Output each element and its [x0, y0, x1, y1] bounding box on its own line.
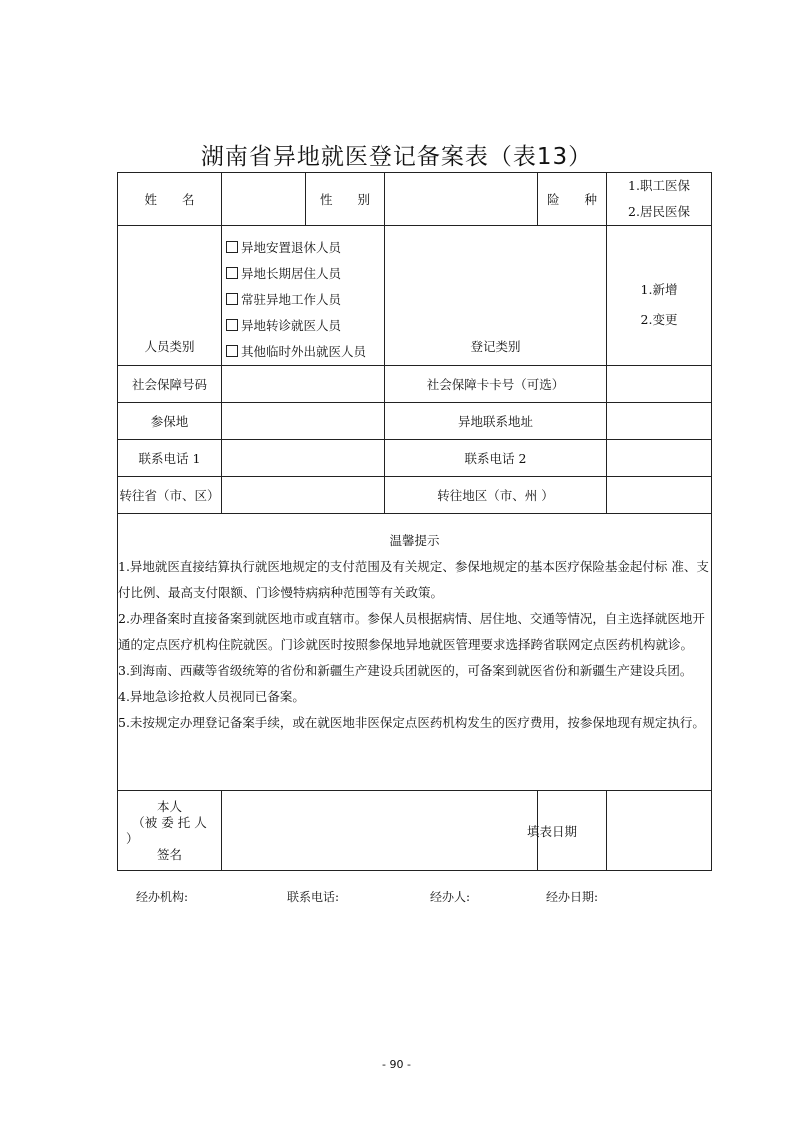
row-transfer [118, 477, 712, 514]
insurance-option-employee[interactable]: 1.职工医保 [628, 178, 690, 193]
name-field[interactable] [222, 173, 306, 226]
row-tips [118, 514, 712, 791]
row-social-security [118, 366, 712, 403]
row-insured-place [118, 403, 712, 440]
insurance-type-label: 险 种 [538, 173, 607, 226]
phone1-field[interactable] [222, 440, 385, 477]
category-option-temporary[interactable]: 其他临时外出就医人员 [222, 339, 384, 365]
phone2-field[interactable] [607, 440, 712, 477]
footer-agency: 经办机构: [136, 890, 189, 904]
register-option-change[interactable]: 2.变更 [640, 311, 678, 327]
transfer-region-label: 转往地区（市、州 ） [385, 477, 607, 514]
gender-label: 性 别 [306, 173, 385, 226]
ssn-label: 社会保障号码 [118, 366, 222, 403]
checkbox-icon[interactable] [226, 293, 238, 305]
insurance-type-options[interactable] [607, 173, 712, 226]
insurance-option-resident[interactable]: 2.居民医保 [628, 204, 690, 219]
fill-date-label: 填表日期 [538, 791, 607, 871]
row-category [118, 226, 712, 366]
ssn-field[interactable] [222, 366, 385, 403]
tip-item: 4.异地急诊抢救人员视同已备案。 [118, 689, 305, 704]
category-option-resident-worker[interactable]: 常驻异地工作人员 [222, 287, 384, 313]
checkbox-icon[interactable] [226, 267, 238, 279]
insured-place-label: 参保地 [118, 403, 222, 440]
footer-phone: 联系电话: [287, 890, 340, 904]
checkbox-icon[interactable] [226, 319, 238, 331]
insured-place-field[interactable] [222, 403, 385, 440]
category-option-long-term[interactable]: 异地长期居住人员 [222, 261, 384, 287]
register-category-options[interactable] [607, 226, 712, 366]
fill-date-field[interactable] [607, 791, 712, 871]
name-label: 姓 名 [118, 173, 222, 226]
signature-field[interactable] [222, 791, 538, 871]
transfer-province-field[interactable] [222, 477, 385, 514]
signature-label: 本人 （被 委 托 人 ） 签名 [118, 791, 222, 871]
row-phones [118, 440, 712, 477]
category-option-retired[interactable]: 异地安置退休人员 [222, 235, 384, 261]
footer-date: 经办日期: [546, 890, 599, 904]
transfer-region-field[interactable] [607, 477, 712, 514]
tips-section [118, 514, 712, 791]
remote-address-field[interactable] [607, 403, 712, 440]
form-title: 湖南省异地就医登记备案表（表13） [200, 144, 593, 170]
registration-form-table [117, 172, 712, 871]
row-signature [118, 791, 712, 871]
remote-address-label: 异地联系地址 [385, 403, 607, 440]
register-category-label: 登记类别 [385, 226, 607, 366]
row-basic-info [118, 173, 712, 226]
phone1-label: 联系电话 1 [118, 440, 222, 477]
person-category-label: 人员类别 [118, 226, 222, 366]
tip-item: 3.到海南、西藏等省级统筹的省份和新疆生产建设兵团就医的，可备案到就医省份和新疆生产建设兵团。 [118, 663, 693, 678]
checkbox-icon[interactable] [226, 241, 238, 253]
tip-item: 1.异地就医直接结算执行就医地规定的支付范围及有关规定、参保地规定的基本医疗保险基金起付标 准、支付比例、最高支付限额、门诊慢特病病种范围等有关政策。 [118, 559, 709, 600]
tips-heading: 温馨提示 [389, 533, 440, 548]
register-option-new[interactable]: 1.新增 [640, 281, 678, 297]
checkbox-icon[interactable] [226, 345, 238, 357]
card-number-label: 社会保障卡卡号（可选） [385, 366, 607, 403]
phone2-label: 联系电话 2 [385, 440, 607, 477]
card-number-field[interactable] [607, 366, 712, 403]
page-number: - 90 - [382, 1058, 411, 1071]
footer-handler: 经办人: [430, 890, 471, 904]
transfer-province-label: 转往省（市、区） [118, 477, 222, 514]
person-category-options [222, 226, 385, 366]
category-option-referral[interactable]: 异地转诊就医人员 [222, 313, 384, 339]
gender-field[interactable] [385, 173, 538, 226]
tip-item: 2.办理备案时直接备案到就医地市或直辖市。参保人员根据病情、居住地、交通等情况，自主选择就医地开通的定点医疗机构住院就医。门诊就医时按照参保地异地就医管理要求选择跨省联网定点医药机构就诊。 [118, 611, 705, 652]
tip-item: 5.未按规定办理登记备案手续，或在就医地非医保定点医药机构发生的医疗费用，按参保地现有规定执行。 [118, 715, 705, 730]
